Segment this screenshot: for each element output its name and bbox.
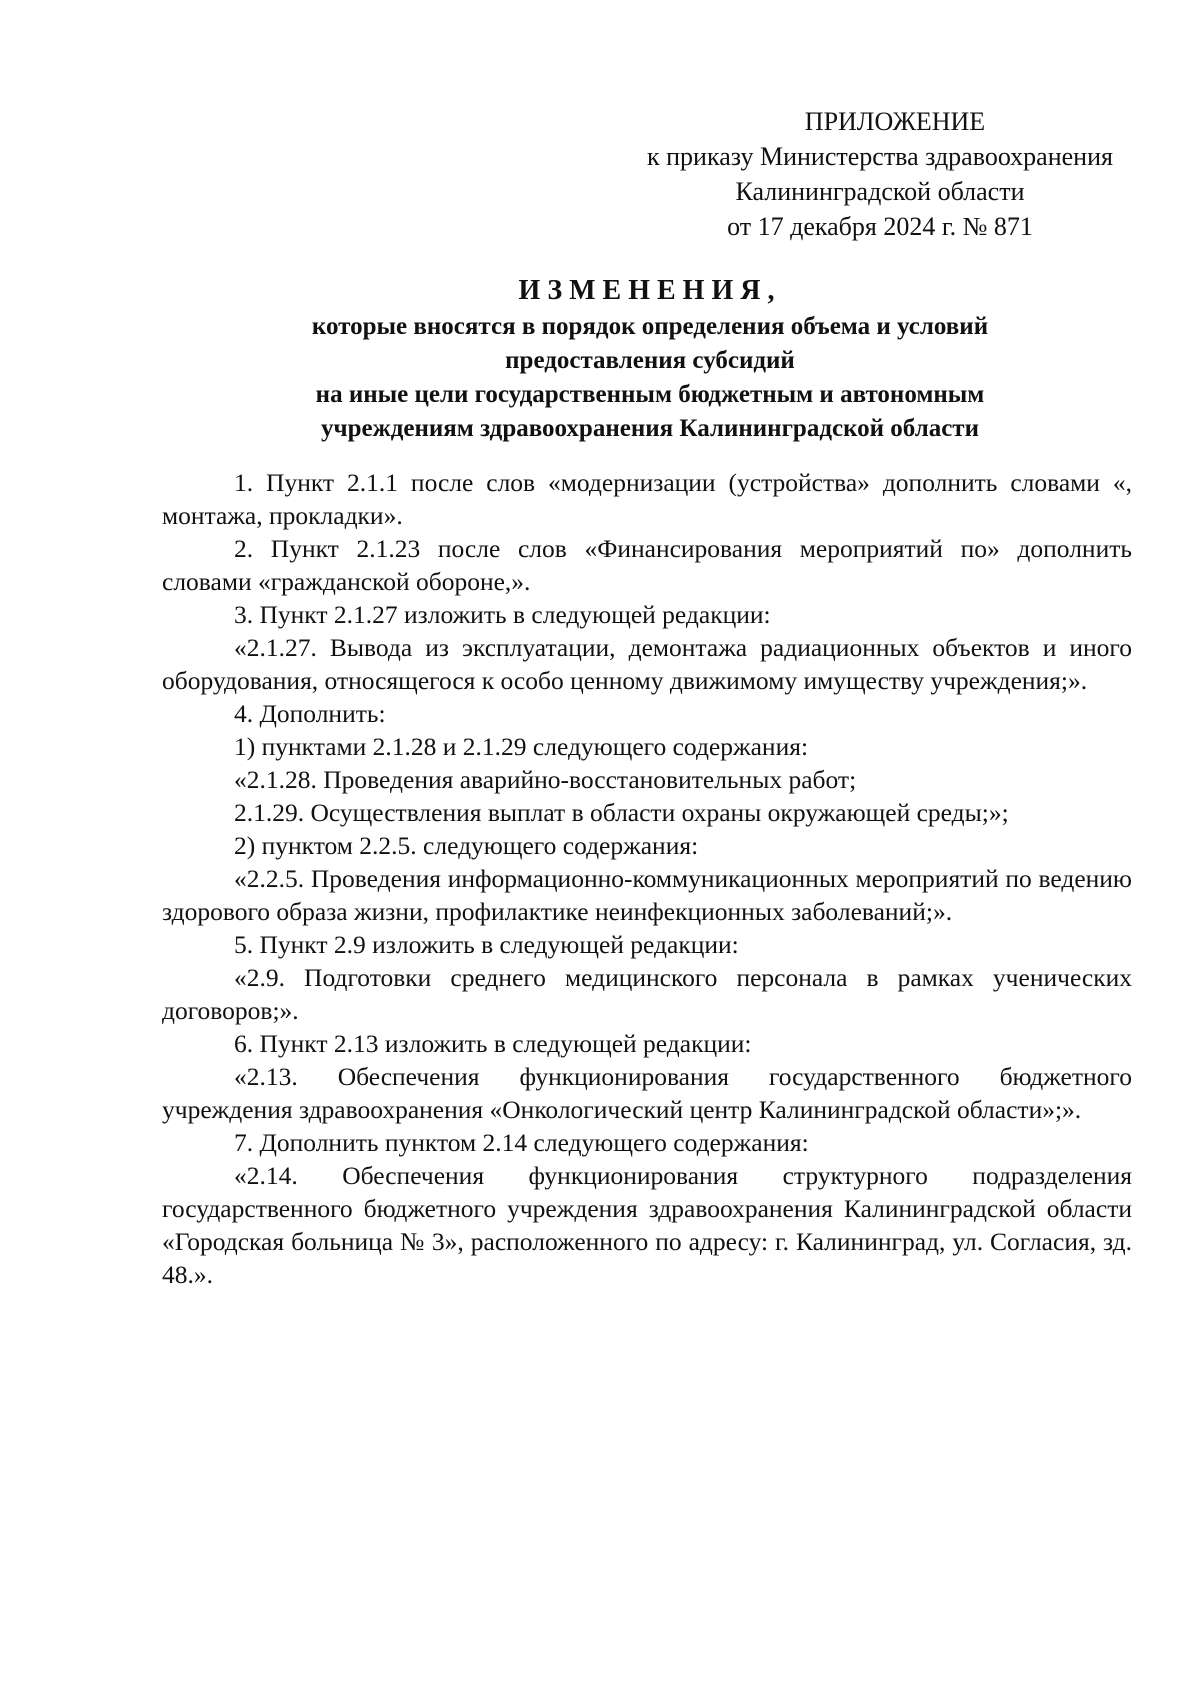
title-line-4: учреждениям здравоохранения Калининградской области [321,415,979,442]
title-main: ИЗМЕНЕНИЯ, [518,275,782,306]
paragraph-4: «2.1.27. Вывода из эксплуатации, демонтажа радиационных объектов и иного оборудования, относящегося к особо ценному движимому имуществу учреждения;». [162,633,1132,695]
paragraph-10: «2.2.5. Проведения информационно-коммуникационных мероприятий по ведению здорового образа жизни, профилактике неинфекционных заболеваний;». [162,864,1132,926]
annex-label: ПРИЛОЖЕНИЕ [804,107,986,136]
paragraph-11: 5. Пункт 2.9 изложить в следующей редакции: [234,930,739,959]
paragraph-1: 1. Пункт 2.1.1 после слов «модернизации (устройства» дополнить словами «, монтажа, прокладки». [162,468,1132,530]
document-header [600,104,1160,244]
paragraph-15: 7. Дополнить пунктом 2.14 следующего содержания: [234,1128,809,1157]
paragraph-3: 3. Пункт 2.1.27 изложить в следующей редакции: [234,600,771,629]
paragraph-16: «2.14. Обеспечения функционирования структурного подразделения государственного бюджетного учреждения здравоохранения Калининградской области «Городская больница № 3», расположенного по адресу: г. Калининград, ул. Согласия, зд. 48.». [162,1161,1132,1289]
title-line-2: предоставления субсидий [505,347,795,374]
order-reference: к приказу Министерства здравоохранения [647,142,1113,171]
paragraph-12: «2.9. Подготовки среднего медицинского персонала в рамках ученических договоров;». [162,963,1132,1025]
paragraph-14: «2.13. Обеспечения функционирования государственного бюджетного учреждения здравоохранения «Онкологический центр Калининградской области»;». [162,1062,1132,1124]
title-line-1: которые вносятся в порядок определения объема и условий [311,313,989,340]
paragraph-7: «2.1.28. Проведения аварийно-восстановительных работ; [234,765,857,794]
paragraph-13: 6. Пункт 2.13 изложить в следующей редакции: [234,1029,752,1058]
document-title [160,272,1140,446]
paragraph-5: 4. Дополнить: [234,699,386,728]
order-date-number: от 17 декабря 2024 г. № 871 [727,212,1033,241]
paragraph-2: 2. Пункт 2.1.23 после слов «Финансирования мероприятий по» дополнить словами «гражданской обороне,». [162,534,1132,596]
paragraph-9: 2) пунктом 2.2.5. следующего содержания: [234,831,699,860]
region-name: Калининградской области [735,177,1025,206]
title-line-3: на иные цели государственным бюджетным и автономным [315,381,985,408]
paragraph-8: 2.1.29. Осуществления выплат в области охраны окружающей среды;»; [234,798,1009,827]
document-body [162,466,1132,1291]
paragraph-6: 1) пунктами 2.1.28 и 2.1.29 следующего содержания: [234,732,809,761]
